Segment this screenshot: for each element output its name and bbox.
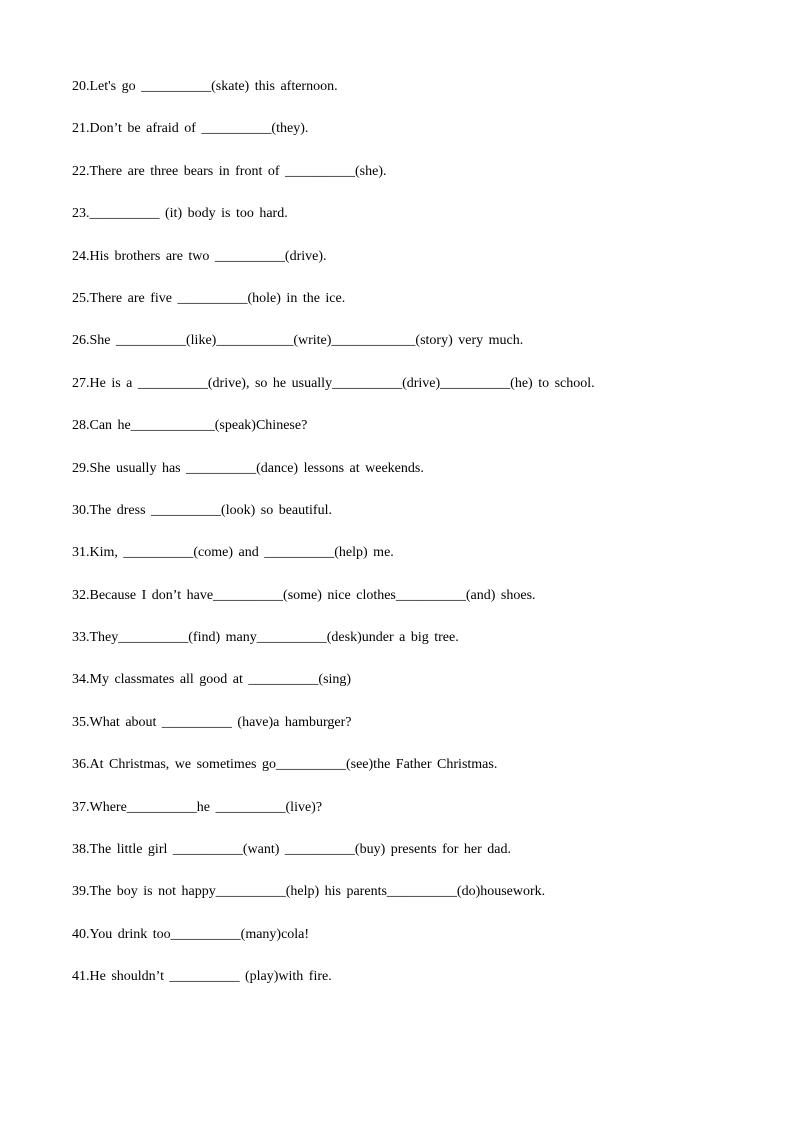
question-item [72,77,772,119]
question-number: 36. [72,757,90,773]
question-text: At Christmas, we sometimes go__________(see)the Father Christmas. [89,757,498,773]
question-item [72,798,772,840]
question-number: 34. [72,672,90,688]
question-text: The boy is not happy__________(help) his parents__________(do)housework. [89,884,546,900]
question-number: 24. [72,248,90,264]
question-number: 22. [72,163,90,179]
question-text: There are five __________(hole) in the ice. [89,290,346,306]
question-text: His brothers are two __________(drive). [89,248,327,264]
question-number: 29. [72,460,90,476]
question-text: Can he____________(speak)Chinese? [89,418,308,434]
question-text: There are three bears in front of __________(she). [89,163,387,179]
question-item [72,967,772,1009]
question-text: He shouldn’t __________ (play)with fire. [89,969,332,985]
question-text: The little girl __________(want) __________(buy) presents for her dad. [89,842,512,858]
question-item [72,416,772,458]
question-item [72,204,772,246]
question-number: 30. [72,502,90,518]
question-number: 41. [72,969,90,985]
question-item [72,713,772,755]
question-item [72,374,772,416]
question-number: 31. [72,545,90,561]
question-item [72,628,772,670]
question-number: 39. [72,884,90,900]
question-text: She usually has __________(dance) lessons at weekends. [89,460,424,476]
question-text: My classmates all good at __________(sing) [89,672,352,688]
question-number: 38. [72,842,90,858]
question-item [72,755,772,797]
question-text: They__________(find) many__________(desk)under a big tree. [89,630,459,646]
question-number: 23. [72,206,90,222]
question-item [72,840,772,882]
question-text: Don’t be afraid of __________(they). [89,121,309,137]
question-item [72,247,772,289]
question-item [72,543,772,585]
question-item [72,162,772,204]
question-number: 32. [72,587,90,603]
question-text: __________ (it) body is too hard. [89,206,288,222]
question-item [72,670,772,712]
question-item [72,586,772,628]
question-number: 20. [72,79,90,94]
question-item [72,289,772,331]
question-number: 27. [72,375,90,391]
question-item [72,501,772,543]
question-item [72,119,772,161]
question-item [72,459,772,501]
question-item [72,925,772,967]
question-item [72,331,772,373]
question-number: 40. [72,926,90,942]
question-number: 21. [72,121,90,137]
question-text: Let's go __________(skate) this afternoon. [89,79,338,94]
question-text: The dress __________(look) so beautiful. [89,502,332,518]
question-text: What about __________ (have)a hamburger? [89,714,352,730]
question-number: 28. [72,418,90,434]
question-number: 35. [72,714,90,730]
question-text: She __________(like)___________(write)____________(story) very much. [89,333,524,349]
question-text: Because I don’t have__________(some) nice clothes__________(and) shoes. [89,587,536,603]
question-text: He is a __________(drive), so he usually__________(drive)__________(he) to school. [89,375,595,391]
question-list [72,77,772,1010]
question-item [72,882,772,924]
question-text: You drink too__________(many)cola! [89,926,310,942]
question-number: 37. [72,799,90,815]
question-number: 26. [72,333,90,349]
question-text: Kim, __________(come) and __________(help) me. [89,545,394,561]
question-text: Where__________he __________(live)? [89,799,323,815]
question-number: 25. [72,290,90,306]
question-number: 33. [72,630,90,646]
